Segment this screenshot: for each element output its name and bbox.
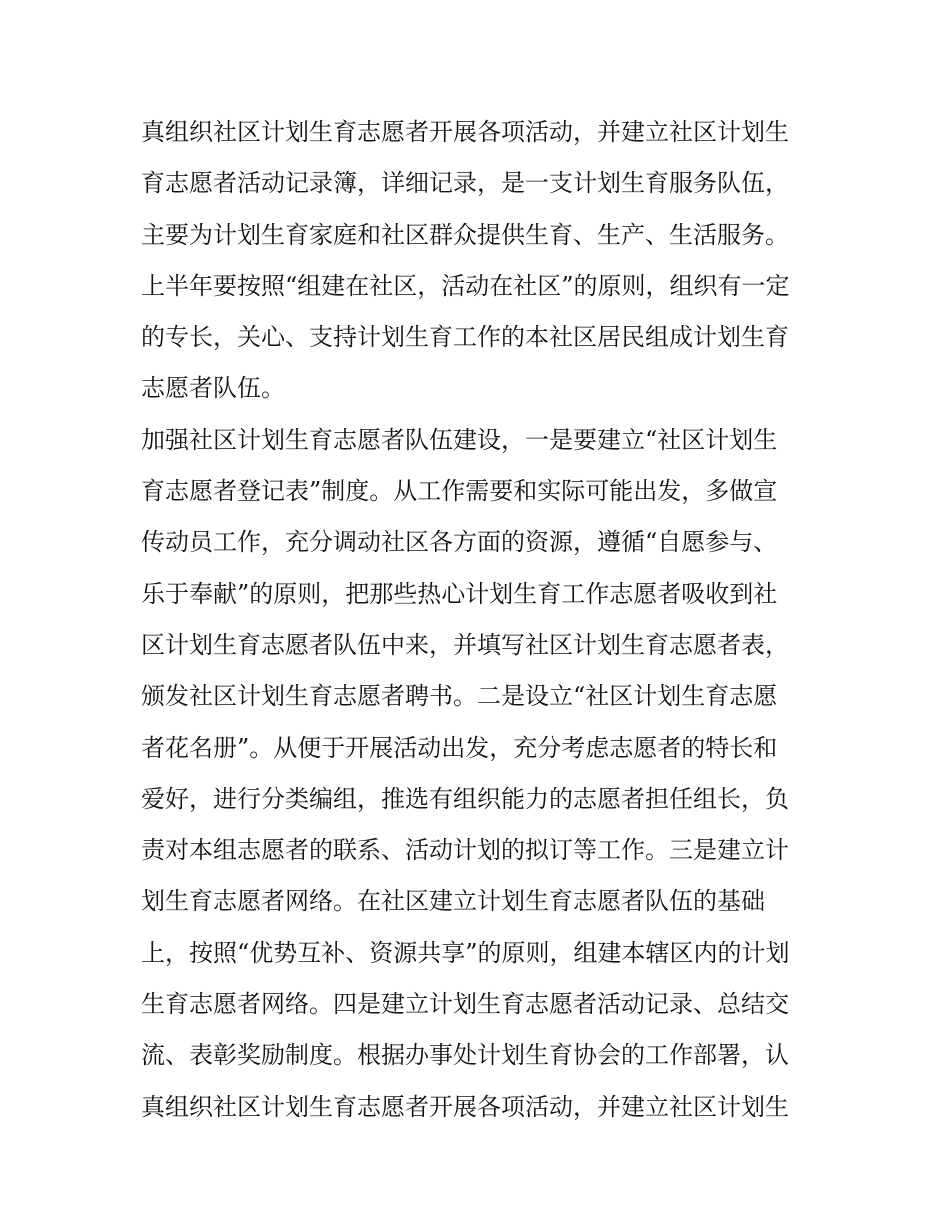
text-line: 志愿者队伍。	[141, 374, 285, 403]
text-line: 真组织社区计划生育志愿者开展各项活动，并建立社区计划生	[141, 1092, 789, 1121]
text-line: 加强社区计划生育志愿者队伍建设，一是要建立“社区计划生	[141, 425, 778, 454]
body-text	[141, 107, 821, 1133]
text-line: 爱好，进行分类编组，推选有组织能力的志愿者担任组长，负	[141, 784, 789, 813]
text-line: 颁发社区计划生育志愿者聘书。二是设立“社区计划生育志愿	[141, 682, 778, 711]
text-line: 区计划生育志愿者队伍中来，并填写社区计划生育志愿者表，	[141, 630, 789, 659]
text-line: 生育志愿者网络。四是建立计划生育志愿者活动记录、总结交	[141, 990, 789, 1019]
text-line: 育志愿者登记表”制度。从工作需要和实际可能出发，多做宣	[141, 477, 778, 506]
text-line: 流、表彰奖励制度。根据办事处计划生育协会的工作部署，认	[141, 1041, 789, 1070]
text-line: 划生育志愿者网络。在社区建立计划生育志愿者队伍的基础	[141, 887, 765, 916]
text-line: 上，按照“优势互补、资源共享”的原则，组建本辖区内的计划	[141, 938, 790, 967]
text-line: 育志愿者活动记录簿，详细记录，是一支计划生育服务队伍，	[141, 169, 789, 198]
text-line: 真组织社区计划生育志愿者开展各项活动，并建立社区计划生	[141, 118, 789, 146]
text-line: 的专长，关心、支持计划生育工作的本社区居民组成计划生育	[141, 323, 789, 352]
text-line: 传动员工作，充分调动社区各方面的资源，遵循“自愿参与、	[141, 528, 778, 557]
text-line: 乐于奉献”的原则，把那些热心计划生育工作志愿者吸收到社	[141, 579, 778, 608]
text-line: 主要为计划生育家庭和社区群众提供生育、生产、生活服务。	[141, 220, 789, 249]
text-line: 责对本组志愿者的联系、活动计划的拟订等工作。三是建立计	[141, 836, 789, 865]
text-line: 者花名册”。从便于开展活动出发，充分考虑志愿者的特长和	[141, 733, 778, 762]
text-line: 上半年要按照“组建在社区，活动在社区”的原则，组织有一定	[141, 271, 790, 300]
